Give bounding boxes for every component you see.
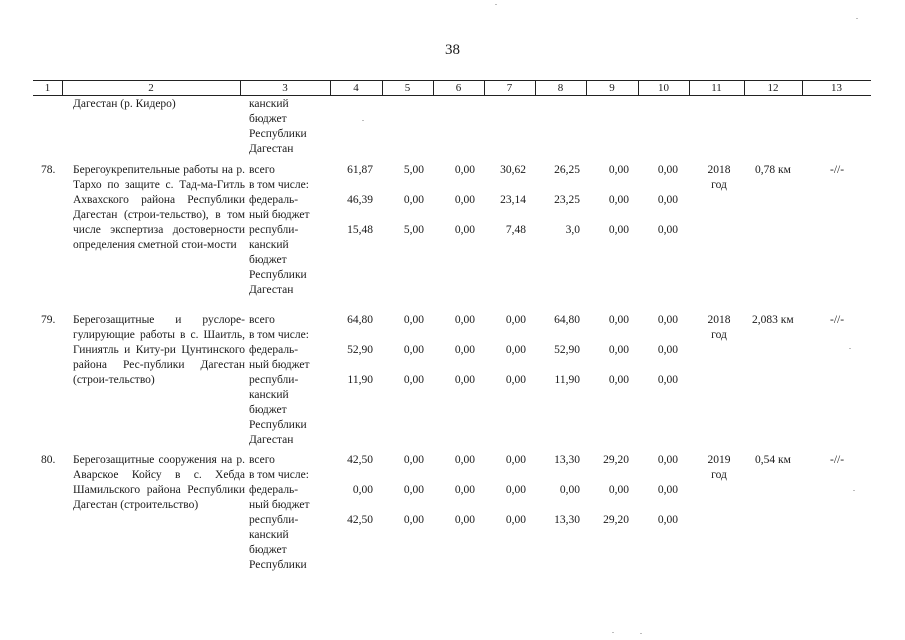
amount-republic: 29,20	[603, 514, 629, 526]
scan-speck	[853, 490, 855, 491]
funding-line: федераль-	[249, 344, 299, 356]
carry-over-name: Дагестан (р. Кидеро)	[73, 98, 176, 110]
funding-line: республи-	[249, 224, 299, 236]
header-col-8: 8	[557, 82, 564, 94]
amount-total: 0,00	[657, 314, 678, 326]
amount-total: 0,00	[403, 454, 424, 466]
amount-federal: 52,90	[347, 344, 373, 356]
page-number: 38	[445, 42, 460, 58]
row-year	[699, 163, 739, 193]
funding-line: бюджет	[249, 254, 287, 266]
amount-republic: 13,30	[554, 514, 580, 526]
amount-total: 0,00	[657, 164, 678, 176]
amount-federal: 0,00	[505, 344, 526, 356]
amount-total: 13,30	[554, 454, 580, 466]
funding-line: всего	[249, 314, 275, 326]
row-number: 80.	[41, 454, 56, 466]
amount-federal: 0,00	[403, 484, 424, 496]
scan-speck	[612, 632, 614, 633]
scan-speck	[856, 18, 858, 19]
funding-line: канский	[249, 98, 289, 110]
amount-republic: 0,00	[608, 224, 629, 236]
amount-republic: 0,00	[403, 374, 424, 386]
amount-republic: 0,00	[608, 374, 629, 386]
amount-total: 61,87	[347, 164, 373, 176]
amount-republic: 11,90	[347, 374, 373, 386]
amount-federal: 0,00	[454, 484, 475, 496]
row-year	[699, 313, 739, 343]
amount-federal: 0,00	[454, 194, 475, 206]
amount-federal: 0,00	[608, 194, 629, 206]
amount-federal: 0,00	[608, 484, 629, 496]
funding-line: в том числе:	[249, 329, 309, 341]
amount-republic: 5,00	[403, 224, 424, 236]
carry-over-funding	[249, 97, 339, 157]
column-header-row	[33, 80, 871, 96]
row-description: Берегозащитные сооружения на р. Аварское Койсу в с. Хебда Шамильского района Республики Дагестан (строительство)	[73, 454, 245, 511]
amount-republic: 15,48	[347, 224, 373, 236]
amount-total: 0,00	[454, 314, 475, 326]
amount-federal: 0,00	[454, 344, 475, 356]
amount-total: 0,00	[403, 314, 424, 326]
row-capacity: 0,54 км	[755, 454, 791, 466]
amount-federal: 0,00	[352, 484, 373, 496]
amount-federal: 0,00	[657, 484, 678, 496]
amount-total: 30,62	[500, 164, 526, 176]
row-number: 78.	[41, 164, 56, 176]
amount-total: 64,80	[554, 314, 580, 326]
funding-line: Дагестан	[249, 143, 294, 155]
row-number: 79.	[41, 314, 56, 326]
funding-line: федераль-	[249, 194, 299, 206]
funding-line: республи-	[249, 514, 299, 526]
amount-republic: 3,0	[565, 224, 580, 236]
amount-total: 0,00	[454, 164, 475, 176]
header-col-3: 3	[282, 82, 288, 94]
amount-republic: 0,00	[403, 514, 424, 526]
scan-speck	[362, 120, 364, 121]
amount-republic: 7,48	[505, 224, 526, 236]
header-col-9: 9	[609, 82, 615, 94]
funding-line: канский	[249, 239, 289, 251]
amount-federal: 0,00	[505, 484, 526, 496]
funding-line: всего	[249, 164, 275, 176]
amount-federal: 0,00	[403, 194, 424, 206]
header-col-2: 2	[148, 82, 154, 94]
header-col-5: 5	[404, 82, 411, 94]
row-description: Берегоукрепительные работы на р. Тархо по защите с. Тад-ма-Гитль Ахвахского района Республики Дагестан (строи-тельство), в том числе экспертиза достоверности определения сметной стои-мости	[73, 164, 245, 251]
amount-federal: 23,25	[554, 194, 580, 206]
amount-republic: 0,00	[657, 374, 678, 386]
row-capacity: 0,78 км	[755, 164, 791, 176]
amount-total: 0,00	[608, 314, 629, 326]
amount-total: 0,00	[505, 454, 526, 466]
amount-total: 29,20	[603, 454, 629, 466]
funding-line: ный бюджет	[249, 209, 310, 221]
row-description: Берегозащитные и руслоре-гулирующие работы в с. Шаитль, Гиниятль и Киту-ри Цунтинского района Рес-публики Дагестан (строи-тельство)	[73, 314, 245, 386]
amount-federal: 0,00	[403, 344, 424, 356]
amount-republic: 0,00	[657, 224, 678, 236]
row-note: -//-	[830, 164, 845, 176]
amount-federal: 0,00	[559, 484, 580, 496]
header-col-13: 13	[831, 82, 842, 94]
amount-republic: 11,90	[554, 374, 580, 386]
funding-line: Республики	[249, 559, 307, 571]
amount-republic: 0,00	[505, 374, 526, 386]
amount-republic: 0,00	[657, 514, 678, 526]
amount-total: 0,00	[454, 454, 475, 466]
funding-line: Республики	[249, 269, 307, 281]
amount-total: 0,00	[505, 314, 526, 326]
funding-line: всего	[249, 454, 275, 466]
header-col-4: 4	[353, 82, 359, 94]
row-note: -//-	[830, 454, 845, 466]
funding-line: в том числе:	[249, 179, 309, 191]
funding-line: Дагестан	[249, 284, 294, 296]
amount-total: 64,80	[347, 314, 373, 326]
funding-line: Республики	[249, 128, 307, 140]
funding-line: Дагестан	[249, 434, 294, 446]
header-col-12: 12	[767, 82, 779, 94]
amount-federal: 46,39	[347, 194, 373, 206]
amount-total: 5,00	[403, 164, 424, 176]
year-value: 2018	[707, 164, 731, 176]
amount-total: 0,00	[608, 164, 629, 176]
funding-line: ный бюджет	[249, 499, 310, 511]
funding-line: канский	[249, 529, 289, 541]
header-col-7: 7	[506, 82, 513, 94]
funding-line: республи-	[249, 374, 299, 386]
amount-total: 42,50	[347, 454, 373, 466]
year-unit: год	[711, 179, 727, 191]
funding-line: Республики	[249, 419, 307, 431]
amount-federal: 0,00	[657, 194, 678, 206]
header-col-1: 1	[44, 82, 51, 94]
funding-line: в том числе:	[249, 469, 309, 481]
funding-line: бюджет	[249, 113, 287, 125]
amount-total: 26,25	[554, 164, 580, 176]
amount-federal: 52,90	[554, 344, 580, 356]
row-note: -//-	[830, 314, 845, 326]
amount-total: 0,00	[657, 454, 678, 466]
amount-republic: 42,50	[347, 514, 373, 526]
funding-line: канский	[249, 389, 289, 401]
year-unit: год	[711, 329, 727, 341]
amount-republic: 0,00	[454, 514, 475, 526]
amount-republic: 0,00	[454, 374, 475, 386]
funding-line: ный бюджет	[249, 359, 310, 371]
funding-line: бюджет	[249, 404, 287, 416]
header-col-6: 6	[455, 82, 462, 94]
row-capacity: 2,083 км	[752, 314, 794, 326]
year-unit: год	[711, 469, 727, 481]
scan-speck	[640, 633, 642, 634]
amount-federal: 0,00	[608, 344, 629, 356]
amount-republic: 0,00	[454, 224, 475, 236]
year-value: 2018	[707, 314, 731, 326]
header-col-10: 10	[658, 82, 669, 94]
scan-speck	[849, 348, 851, 349]
amount-federal: 23,14	[500, 194, 526, 206]
amount-republic: 0,00	[505, 514, 526, 526]
row-year	[699, 453, 739, 483]
funding-line: бюджет	[249, 544, 287, 556]
year-value: 2019	[707, 454, 731, 466]
header-col-11: 11	[711, 82, 722, 94]
funding-line: федераль-	[249, 484, 299, 496]
amount-federal: 0,00	[657, 344, 678, 356]
scan-speck	[495, 4, 497, 5]
